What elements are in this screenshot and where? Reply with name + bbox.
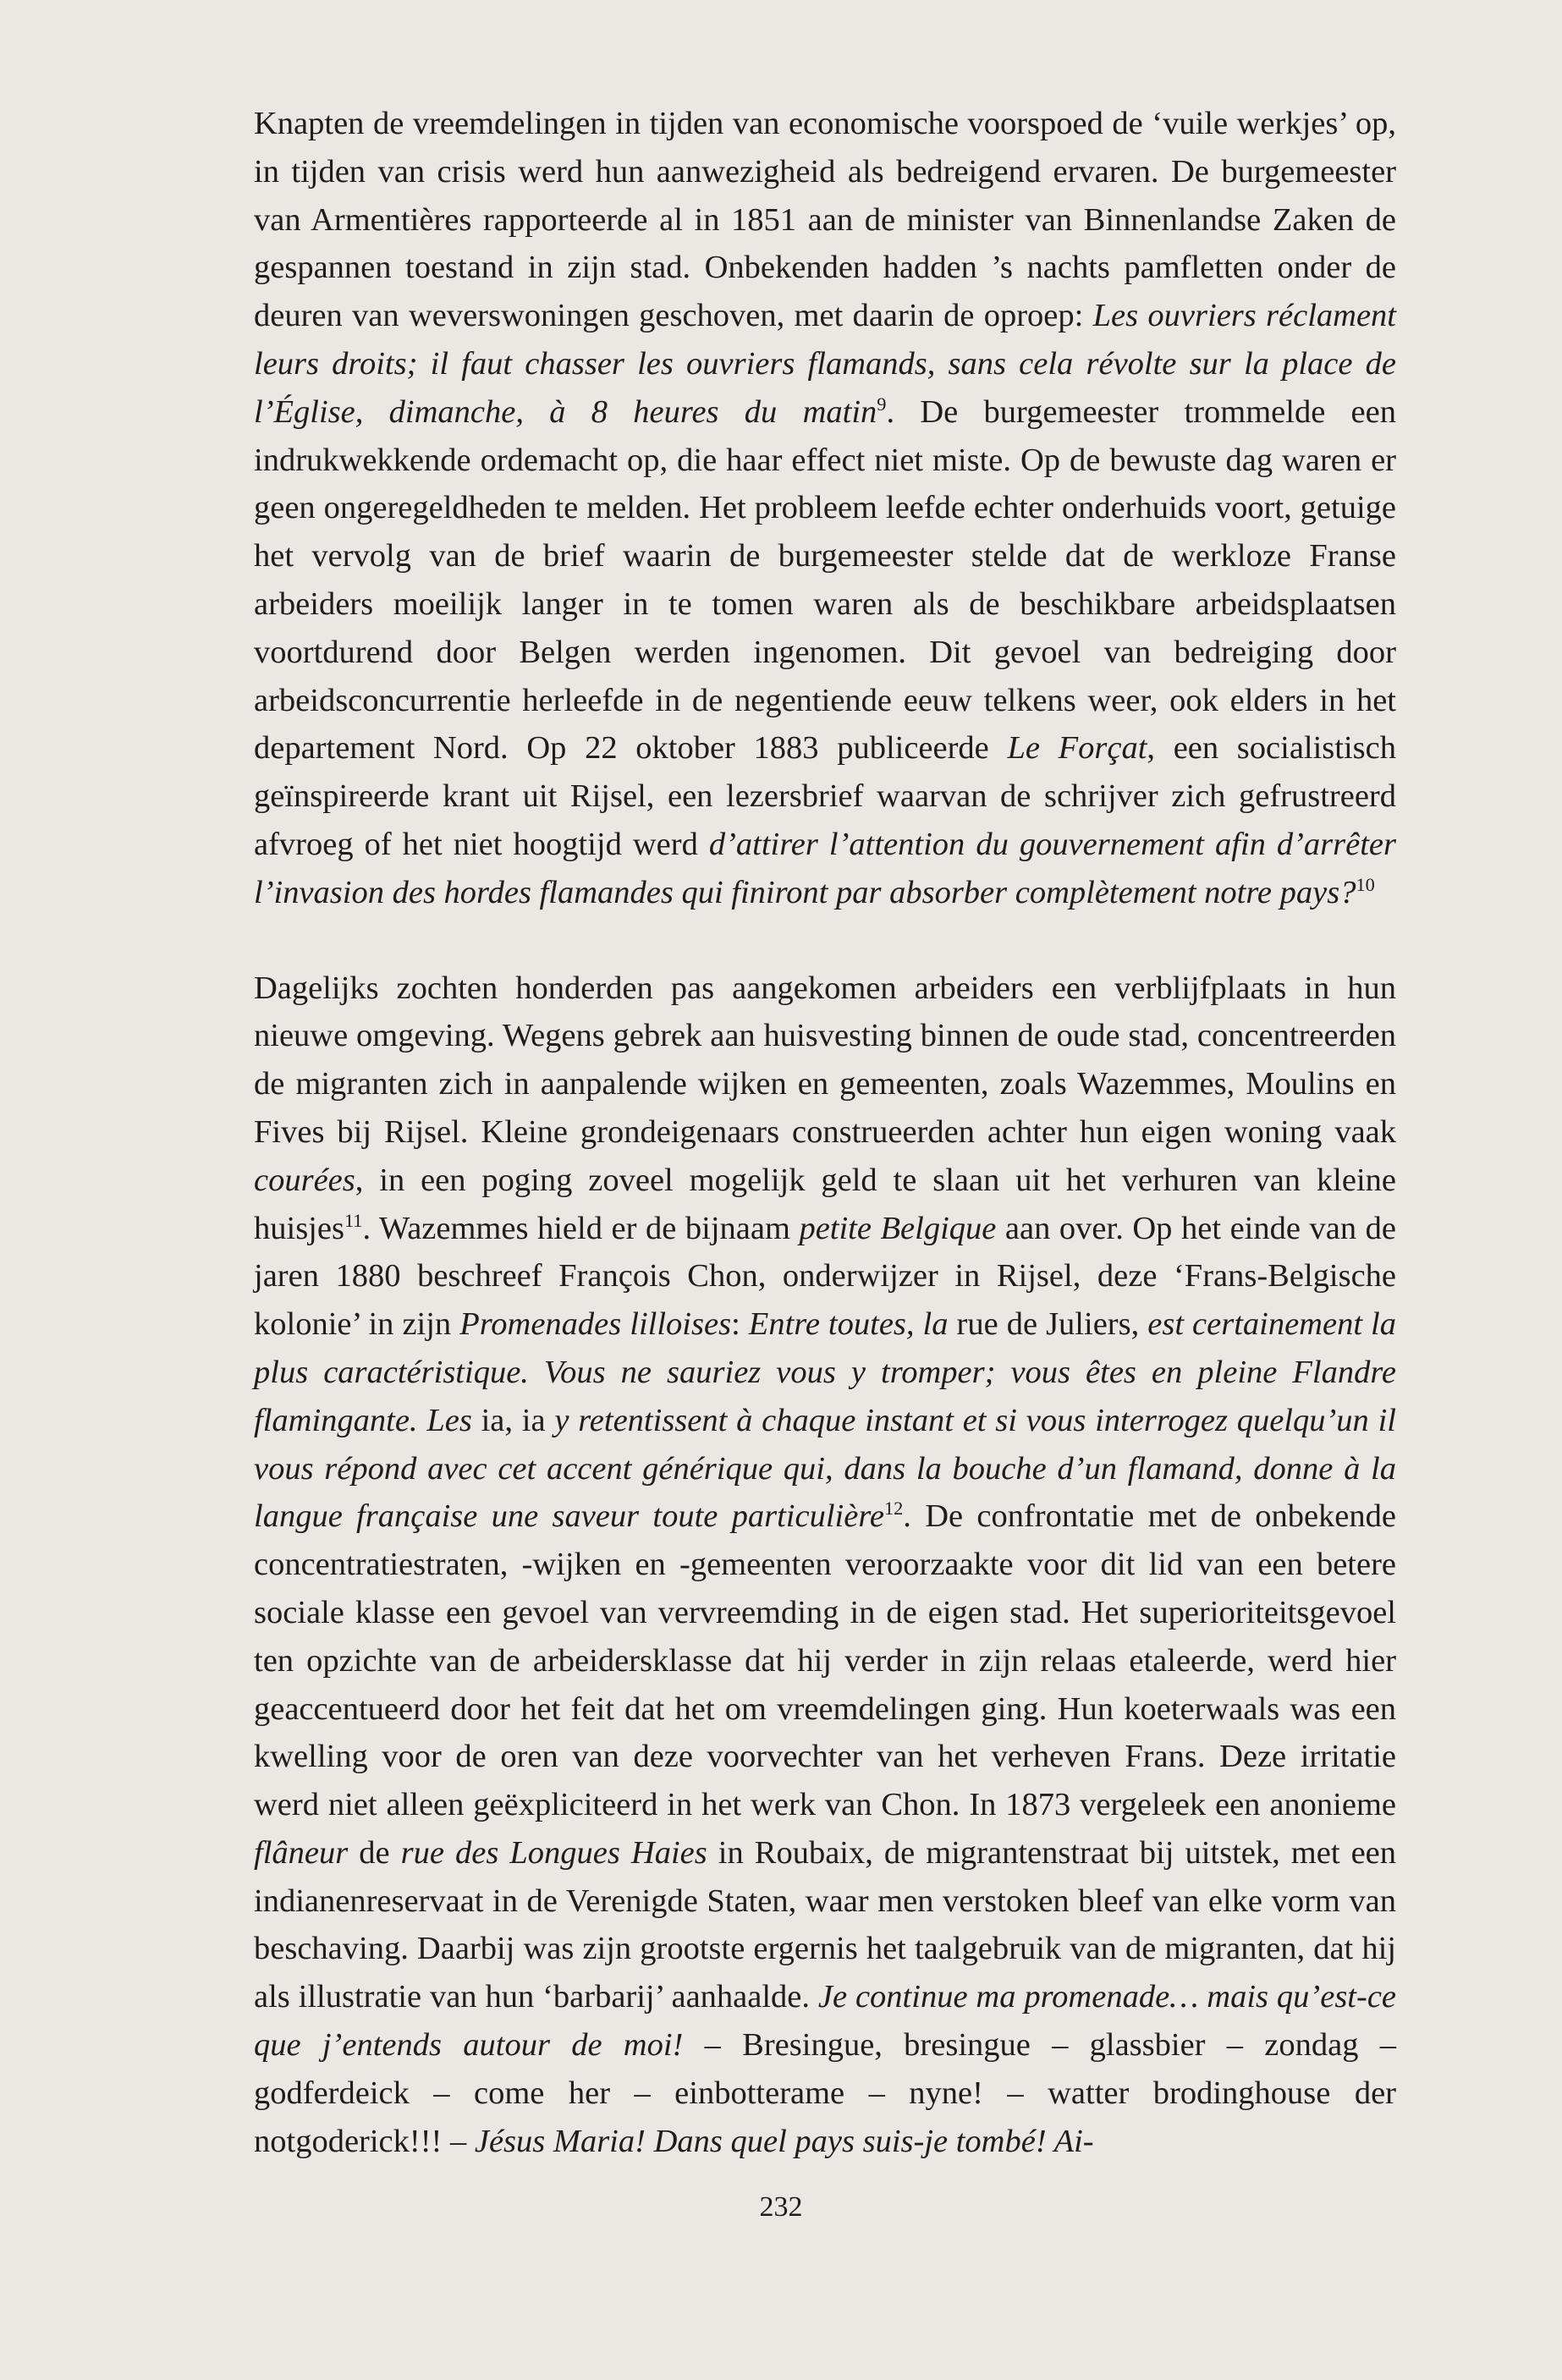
paragraph <box>254 965 1396 2166</box>
text-run: de <box>348 1834 401 1871</box>
text-run: , een socialistisch geïnspireerde krant uit Rijsel, een lezersbrief waarvan de schrijver zich gefrustreerd afvroeg of het niet hoogtijd werd <box>254 730 1396 862</box>
italic-text: Entre toutes, la <box>748 1306 949 1343</box>
italic-text: Les ouvriers réclament leurs droits; il faut chasser les ouvriers flamands, sans cela révolte sur la place de l’Église, dimanche, à 8 heures du matin <box>254 298 1396 430</box>
italic-text: courées <box>254 1162 355 1198</box>
paragraph <box>254 100 1396 917</box>
text-run: , in een poging zoveel mogelijk geld te slaan uit het verhuren van kleine huisjes <box>254 1162 1396 1246</box>
italic-text: petite Belgique <box>799 1210 997 1246</box>
text-run: . De confrontatie met de onbekende concentratiestraten, -wijken en -gemeenten veroorzaakte voor dit lid van een betere sociale klasse een gevoel van vervreemding in de eigen stad. Het superioriteitsgevoel ten opzichte van de arbeidersklasse dat hij verder in zijn relaas etaleerde, werd hier geaccentueerd door het feit dat het om vreemdelingen ging. Hun koeterwaals was een kwelling voor de oren van deze voorvechter van het verheven Frans. Deze irritatie werd niet alleen geëxpliciteerd in het werk van Chon. In 1873 vergeleek een anonieme <box>254 1498 1396 1823</box>
text-run: . De burgemeester trommelde een indrukwekkende ordemacht op, die haar effect niet miste. Op de bewuste dag waren er geen ongeregeldheden te melden. Het probleem leefde echter onderhuids voort, getuige het vervolg van de brief waarin de burgemeester stelde dat de werkloze Franse arbeiders moeilijk langer in te tomen waren als de beschikbare arbeidsplaatsen voortdurend door Belgen werden ingenomen. Dit gevoel van bedreiging door arbeidsconcurrentie herleefde in de negentiende eeuw telkens weer, ook elders in het departement Nord. Op 22 oktober 1883 publiceerde <box>254 393 1396 767</box>
italic-text: rue des Longues Haies <box>400 1834 707 1871</box>
footnote-marker: 10 <box>1356 873 1375 895</box>
italic-text: y retentissent à chaque instant et si vous interrogez quelqu’un il vous répond avec cet accent générique qui, dans la bouche d’un flamand, donne à la langue française une saveur toute particulière <box>254 1402 1396 1535</box>
footnote-marker: 12 <box>883 1498 904 1520</box>
text-run: – Bresingue, bresingue – glassbier – zondag – godferdeick – come her – einbotterame – nyne! – watter brodinghouse der notgoderick!!! – <box>254 2027 1396 2159</box>
text-run: Dagelijks zochten honderden pas aangekomen arbeiders een verblijfplaats in hun nieuwe omgeving. Wegens gebrek aan huisvesting binnen de oude stad, concentreerden de migranten zich in aanpalende wijken en gemeenten, zoals Wazemmes, Moulins en Fives bij Rijsel. Kleine grondeigenaars construeerden achter hun eigen woning vaak <box>254 970 1396 1150</box>
italic-text: Jésus Maria! Dans quel pays suis-je tombé! Ai- <box>474 2123 1094 2159</box>
text-run: . Wazemmes hield er de bijnaam <box>362 1210 800 1246</box>
italic-text: d’attirer l’attention du gouvernement afin d’arrêter l’invasion des hordes flamandes qui finiront par absorber complètement notre pays? <box>254 826 1396 910</box>
page-number: 232 <box>759 2191 803 2223</box>
text-run: rue de Juliers, <box>948 1306 1148 1343</box>
footnote-marker: 11 <box>344 1209 363 1231</box>
page-body <box>254 100 1396 2165</box>
italic-text: Je continue ma promenade… mais qu’est-ce que j’entends autour de moi! <box>254 1979 1396 2064</box>
italic-text: flâneur <box>254 1834 349 1871</box>
text-run: : <box>731 1306 749 1343</box>
italic-text: est certainement la plus caractéristique. Vous ne sauriez vous y tromper; vous êtes en pleine Flandre flamingante. Les <box>254 1306 1396 1438</box>
text-run: aan over. Op het einde van de jaren 1880 beschreef François Chon, onderwijzer in Rijsel, deze ‘Frans-Belgische kolonie’ in zijn <box>254 1210 1396 1343</box>
italic-text: Le Forçat <box>1007 730 1147 767</box>
text-run: Knapten de vreemdelingen in tijden van economische voorspoed de ‘vuile werkjes’ op, in tijden van crisis werd hun aanwezigheid als bedreigend ervaren. De burgemeester van Armentières rapporteerde al in 1851 aan de minister van Binnenlandse Zaken de gespannen toestand in zijn stad. Onbekenden hadden ’s nachts pamfletten onder de deuren van weverswoningen geschoven, met daarin de oproep: <box>254 106 1396 334</box>
italic-text: Promenades lilloises <box>459 1306 732 1343</box>
text-run: ia, ia <box>471 1402 555 1438</box>
text-run: in Roubaix, de migrantenstraat bij uitstek, met een indianenreservaat in de Verenigde Staten, waar men verstoken bleef van elke vorm van beschaving. Daarbij was zijn grootste ergernis het taalgebruik van de migranten, dat hij als illustratie van hun ‘barbarij’ aanhaalde. <box>254 1834 1396 2015</box>
footnote-marker: 9 <box>877 393 887 415</box>
